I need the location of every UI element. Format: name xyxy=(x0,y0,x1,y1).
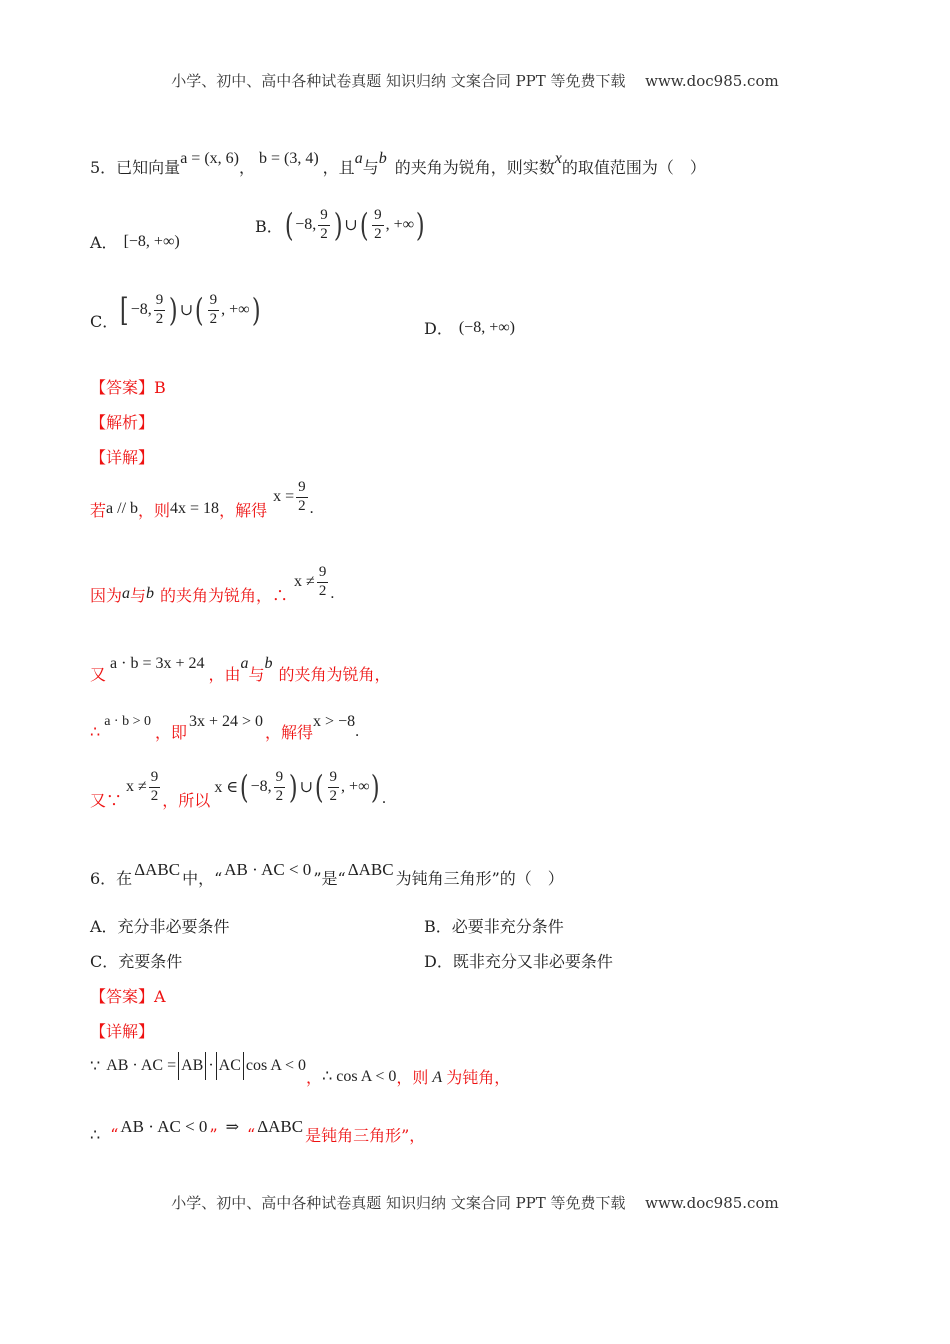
q5-number: 5．已知向量 xyxy=(90,158,181,177)
q5-step-4-result: x > −8 xyxy=(313,712,356,730)
q5-option-b-frac2: $\frac{9}{2}$ xyxy=(374,207,382,242)
q5-option-c: C． [ −8, $\frac{9}{2}$ ) ∪ ( $\frac{9}{2}$ , +∞ ) xyxy=(90,291,261,331)
q5-option-b-frac1: $\frac{9}{2}$ xyxy=(320,207,328,242)
q5-step-5-frac: $\frac{9}{2}$ xyxy=(150,769,159,804)
q5-step-5-pre: 又∵ xyxy=(90,790,123,810)
q5-vector-b: b = (3, 4) xyxy=(258,149,319,167)
q5-option-c-label: C． xyxy=(90,311,119,331)
q5-step-5: 又∵ x ≠ $\frac{9}{2}$ ，所以 x ∈ ( −8, $\frac{9}{2}$ ) ∪ ( $\frac{9}{2}$ , +∞ ) . xyxy=(90,768,386,810)
q5-step-1-eq: 4x = 18 xyxy=(170,500,220,518)
q5-option-d-label: D． xyxy=(424,319,453,338)
q6-step-1-bar xyxy=(178,1052,179,1080)
q6-number: 6．在 xyxy=(90,869,133,888)
q5-step-1-frac: $\frac{9}{2}$ xyxy=(298,479,306,514)
q5-step-1-pre: 若 xyxy=(90,500,107,520)
q5-option-c-m8: −8, xyxy=(130,301,152,319)
q5-option-b-label: B． xyxy=(255,216,283,236)
q5-step-2-pre: 因为 xyxy=(90,585,123,605)
q5-step-2-b: b xyxy=(146,585,155,603)
q5-step-3-post: 的夹角为锐角， xyxy=(278,665,391,684)
q5-step-5-cup: ∪ xyxy=(299,779,314,797)
q5-step-2-a: a xyxy=(122,585,131,603)
q5-option-a-label: A． xyxy=(90,233,118,252)
header-banner: 小学、初中、高中各种试卷真题 知识归纳 文案合同 PPT 等免费下载 xyxy=(171,72,626,90)
q6-option-d: D．既非充分又非必要条件 xyxy=(424,952,613,971)
q5-step-4 xyxy=(90,710,360,742)
q5-option-d-value: (−8, +∞) xyxy=(458,318,515,336)
q5-step-1-x: x = xyxy=(273,488,295,506)
q5-step-4-eq: 3x + 24 > 0 xyxy=(188,712,264,730)
q5-step-1-dot: . xyxy=(309,500,314,518)
q5-option-b-lparen: ( xyxy=(284,206,294,245)
q5-answer: 【答案】B xyxy=(90,378,166,397)
q5-step-1-mid: ，则 xyxy=(138,500,171,520)
q6-condition: AB · AC < 0 xyxy=(224,859,312,879)
q5-option-c-cup: ∪ xyxy=(179,302,194,320)
q5-step-2-yu: 与 xyxy=(130,585,147,605)
q5-step-5-frac1: $\frac{9}{2}$ xyxy=(275,769,284,804)
q6-step-2-implies: ⇒ xyxy=(225,1118,240,1136)
q5-step-1 xyxy=(90,479,314,520)
q6-text1: 中，“ xyxy=(182,869,223,888)
q6-step-1-A: A xyxy=(432,1069,443,1086)
q5-text1: ，且 xyxy=(322,158,355,177)
q5-yu: 与 xyxy=(362,158,379,177)
q5-vector-a: a = (x, 6) xyxy=(180,149,239,167)
q5-option-b-pinf: , +∞ xyxy=(385,216,415,234)
q6-step-2-quote1: “ xyxy=(110,1125,119,1144)
q6-step-1-post: 为钝角， xyxy=(446,1067,511,1087)
page-header xyxy=(0,70,950,91)
q6-option-b: B．必要非充分条件 xyxy=(424,917,564,936)
q5-option-d xyxy=(424,316,515,339)
q6-step-1-therefore: ∴ cos A < 0 xyxy=(322,1068,397,1085)
q5-step-5-m8: −8, xyxy=(250,778,272,796)
q5-step-3-yu: 与 xyxy=(248,665,265,684)
q5-option-b-cup: ∪ xyxy=(344,217,358,235)
q5-step-2-x: x ≠ xyxy=(294,573,315,591)
footer-site: www.doc985.com xyxy=(645,1194,779,1212)
q5-step-5-dot: . xyxy=(381,790,386,808)
q5-step-3-pre: 又 xyxy=(90,665,107,684)
q6-step-1-because: ∵ xyxy=(90,1058,101,1075)
q5-step-4-pre: ∴ xyxy=(90,722,101,741)
q6-text2: ”是“ xyxy=(313,869,346,888)
q6-step-1-dot: · xyxy=(208,1057,214,1074)
q6-option-c: C．充要条件 xyxy=(90,952,183,971)
q6-detail: 【详解】 xyxy=(90,1022,155,1041)
q5-a: a xyxy=(354,149,363,167)
q6-step-2 xyxy=(90,1115,426,1145)
q6-triangle: ΔABC xyxy=(134,859,181,879)
q5-step-5-in: x ∈ xyxy=(214,779,239,797)
q6-option-a: A．充分非必要条件 xyxy=(90,917,230,936)
q5-analysis: 【解析】 xyxy=(90,413,155,432)
q5-step-3 xyxy=(90,652,391,684)
q5-step-3-b: b xyxy=(264,654,273,672)
q5-step-3-a: a xyxy=(240,654,249,672)
q5-step-4-dot: . xyxy=(355,722,360,740)
q5-step-1-post: ，解得 xyxy=(219,500,268,520)
q5-step-3-eq: a · b = 3x + 24 xyxy=(110,654,205,672)
q5-option-b-m8: −8, xyxy=(295,216,317,234)
q6-step-2-post: 是钝角三角形”， xyxy=(305,1126,426,1145)
page-footer xyxy=(0,1192,950,1213)
q6-step-1-ab: AB xyxy=(181,1057,204,1074)
q5-step-5-mid: ，所以 xyxy=(162,790,211,810)
q6-step-2-cond: AB · AC < 0 xyxy=(120,1116,208,1136)
q5-step-4-post: ，解得 xyxy=(265,723,314,742)
q6-step-2-quote2: ” xyxy=(209,1125,218,1144)
q6-step-2-quote3: “ xyxy=(247,1125,256,1144)
q5-x: x xyxy=(554,149,562,167)
q5-option-c-frac2: $\frac{9}{2}$ xyxy=(209,292,218,327)
q5-option-a xyxy=(90,230,180,253)
q5-step-4-mid: ，即 xyxy=(154,723,187,742)
q6-stem xyxy=(90,858,564,888)
q5-b: b xyxy=(378,149,387,167)
q5-stem xyxy=(90,149,706,178)
q6-step-2-triangle: ΔABC xyxy=(257,1116,304,1136)
q5-step-3-mid: ，由 xyxy=(208,665,241,684)
q5-step-2-mid: 的夹角为锐角，∴ xyxy=(160,585,289,605)
q6-step-1-lhs: AB · AC = xyxy=(106,1057,177,1074)
q5-text3: 的取值范围为（ ） xyxy=(561,158,706,177)
header-site: www.doc985.com xyxy=(645,72,779,90)
q5-detail: 【详解】 xyxy=(90,448,155,467)
q6-step-1-mid: ， xyxy=(306,1067,323,1087)
q6-triangle-2: ΔABC xyxy=(347,859,394,879)
q5-step-2-dot: . xyxy=(330,585,335,603)
footer-banner: 小学、初中、高中各种试卷真题 知识归纳 文案合同 PPT 等免费下载 xyxy=(171,1194,626,1212)
q6-step-2-therefore: ∴ xyxy=(90,1126,101,1144)
q6-step-1-cos: cos A < 0 xyxy=(245,1057,307,1074)
q5-step-4-ineq: a · b > 0 xyxy=(104,713,151,729)
q5-option-c-pinf: , +∞ xyxy=(221,301,250,319)
q6-step-1-then: ，则 xyxy=(396,1067,429,1087)
q5-step-2-frac: $\frac{9}{2}$ xyxy=(318,564,327,599)
q5-option-a-value: [−8, +∞) xyxy=(123,232,180,250)
q6-step-1-ac: AC xyxy=(218,1057,241,1074)
q5-step-1-parallel: a // b xyxy=(106,500,139,518)
q5-step-5-x: x ≠ xyxy=(126,778,147,796)
q6-text3: 为钝角三角形”的（ ） xyxy=(395,869,564,888)
q6-answer: 【答案】A xyxy=(90,987,166,1006)
q5-step-5-pinf: , +∞ xyxy=(341,778,370,796)
q5-sep: ， xyxy=(238,158,255,177)
q5-option-c-frac1: $\frac{9}{2}$ xyxy=(155,292,164,327)
q5-step-2 xyxy=(90,564,335,605)
q5-step-5-frac2: $\frac{9}{2}$ xyxy=(329,769,338,804)
q5-text2: 的夹角为锐角，则实数 xyxy=(394,158,555,177)
q6-step-1 xyxy=(90,1052,511,1087)
q5-option-b: B． ( −8, $\frac{9}{2}$ ) ∪ ( $\frac{9}{2}$ , +∞ ) xyxy=(255,206,425,245)
